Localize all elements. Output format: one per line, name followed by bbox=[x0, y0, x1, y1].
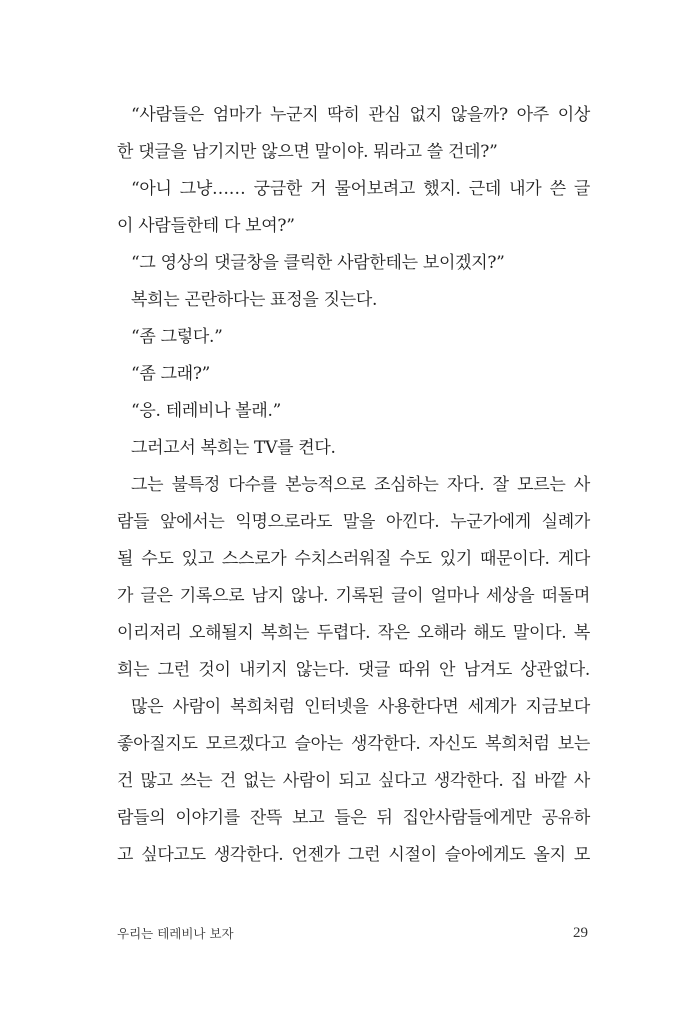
text-line: 건 많고 쓰는 건 없는 사람이 되고 싶다고 생각한다. 집 바깥 사 bbox=[117, 771, 590, 791]
text-line: 그는 불특정 다수를 본능적으로 조심하는 자다. 잘 모르는 사 bbox=[131, 475, 590, 495]
text-line: 람들의 이야기를 잔뜩 보고 들은 뒤 집안사람들에게만 공유하 bbox=[117, 808, 590, 828]
text-line: “좀 그렇다.” bbox=[131, 327, 223, 347]
text-line: 람들 앞에서는 익명으로라도 말을 아낀다. 누군가에게 실례가 bbox=[117, 512, 590, 532]
text-line: 될 수도 있고 스스로가 수치스러워질 수도 있기 때문이다. 게다 bbox=[117, 549, 590, 569]
text-line: “좀 그래?” bbox=[131, 364, 211, 384]
text-line: 이 사람들한테 다 보여?” bbox=[117, 216, 295, 236]
text-line: 고 싶다고도 생각한다. 언젠가 그런 시절이 슬아에게도 올지 모 bbox=[117, 845, 590, 865]
text-line: 한 댓글을 남기지만 않으면 말이야. 뭐라고 쓸 건데?” bbox=[117, 142, 498, 162]
text-line: 이리저리 오해될지 복희는 두렵다. 작은 오해라 해도 말이다. 복 bbox=[117, 623, 590, 643]
text-line: 복희는 곤란하다는 표정을 짓는다. bbox=[131, 290, 378, 310]
text-line: 많은 사람이 복희처럼 인터넷을 사용한다면 세계가 지금보다 bbox=[131, 697, 590, 717]
text-line: “사람들은 엄마가 누군지 딱히 관심 없지 않을까? 아주 이상 bbox=[131, 105, 590, 125]
text-line: “그 영상의 댓글창을 클릭한 사람한테는 보이겠지?” bbox=[131, 253, 505, 273]
page-number: 29 bbox=[573, 925, 588, 941]
running-footer-title: 우리는 테레비나 보자 bbox=[117, 926, 234, 941]
text-line: 가 글은 기록으로 남지 않나. 기록된 글이 얼마나 세상을 떠돌며 bbox=[117, 586, 590, 606]
text-line: 좋아질지도 모르겠다고 슬아는 생각한다. 자신도 복희처럼 보는 bbox=[117, 734, 590, 754]
text-line: “아니 그냥…… 궁금한 거 물어보려고 했지. 근데 내가 쓴 글 bbox=[131, 179, 590, 199]
text-line: “응. 테레비나 볼래.” bbox=[131, 401, 282, 421]
text-line: 희는 그런 것이 내키지 않는다. 댓글 따위 안 남겨도 상관없다. bbox=[117, 660, 590, 680]
text-line: 그러고서 복희는 TV를 켠다. bbox=[131, 438, 336, 458]
